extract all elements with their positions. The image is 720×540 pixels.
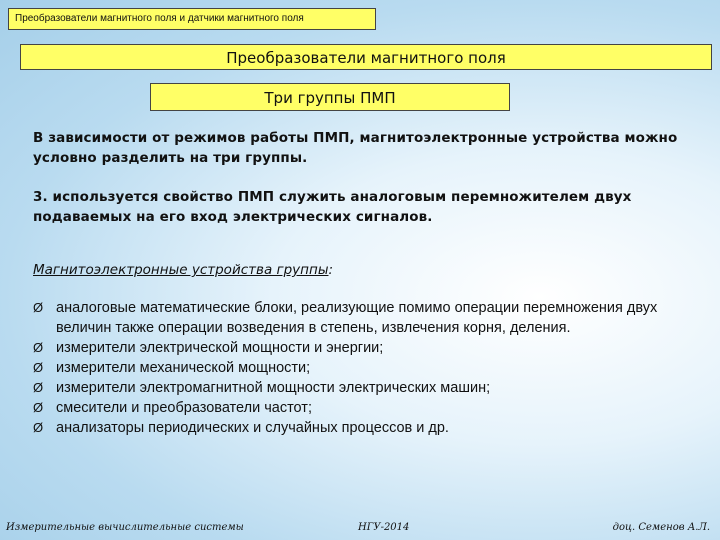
list-item (33, 418, 703, 438)
list-item-text: аналоговые математические блоки, реализующие помимо операции перемножения двух величин также операции возведения в степень, извлечения корня, деления. (56, 300, 658, 336)
group-heading-colon: : (328, 262, 334, 278)
list-item-text: анализаторы периодических и случайных процессов и др. (56, 420, 449, 436)
arrow-bullet-icon: Ø (33, 340, 44, 355)
footer-university: НГУ-2014 (358, 522, 410, 533)
group-three-paragraph: 3. используется свойство ПМП служить аналоговым перемножителем двух подаваемых на его вход электрических сигналов. (33, 189, 632, 225)
arrow-bullet-icon: Ø (33, 300, 44, 315)
list-item-text: измерители электромагнитной мощности электрических машин; (56, 380, 491, 396)
list-item (33, 338, 703, 358)
group-heading (33, 262, 333, 278)
list-item (33, 378, 703, 398)
footer-course: Измерительные вычислительные системы (6, 522, 244, 533)
arrow-bullet-icon: Ø (33, 420, 44, 435)
arrow-bullet-icon: Ø (33, 380, 44, 395)
list-item (33, 298, 703, 338)
list-item-text: смесители и преобразователи частот; (56, 400, 312, 416)
footer-author: доц. Семенов А.Л. (612, 522, 710, 533)
slide-title: Преобразователи магнитного поля (20, 44, 712, 70)
intro-paragraph: В зависимости от режимов работы ПМП, магнитоэлектронные устройства можно условно разделить на три группы. (33, 130, 678, 166)
slide-subtitle: Три группы ПМП (150, 83, 510, 111)
slide-section-label: Преобразователи магнитного поля и датчики магнитного поля (8, 8, 376, 30)
device-list (33, 298, 703, 438)
list-item-text: измерители механической мощности; (56, 360, 311, 376)
arrow-bullet-icon: Ø (33, 400, 44, 415)
list-item (33, 358, 703, 378)
list-item-text: измерители электрической мощности и энергии; (56, 340, 384, 356)
group-heading-text: Магнитоэлектронные устройства группы (33, 262, 329, 278)
arrow-bullet-icon: Ø (33, 360, 44, 375)
list-item (33, 398, 703, 418)
